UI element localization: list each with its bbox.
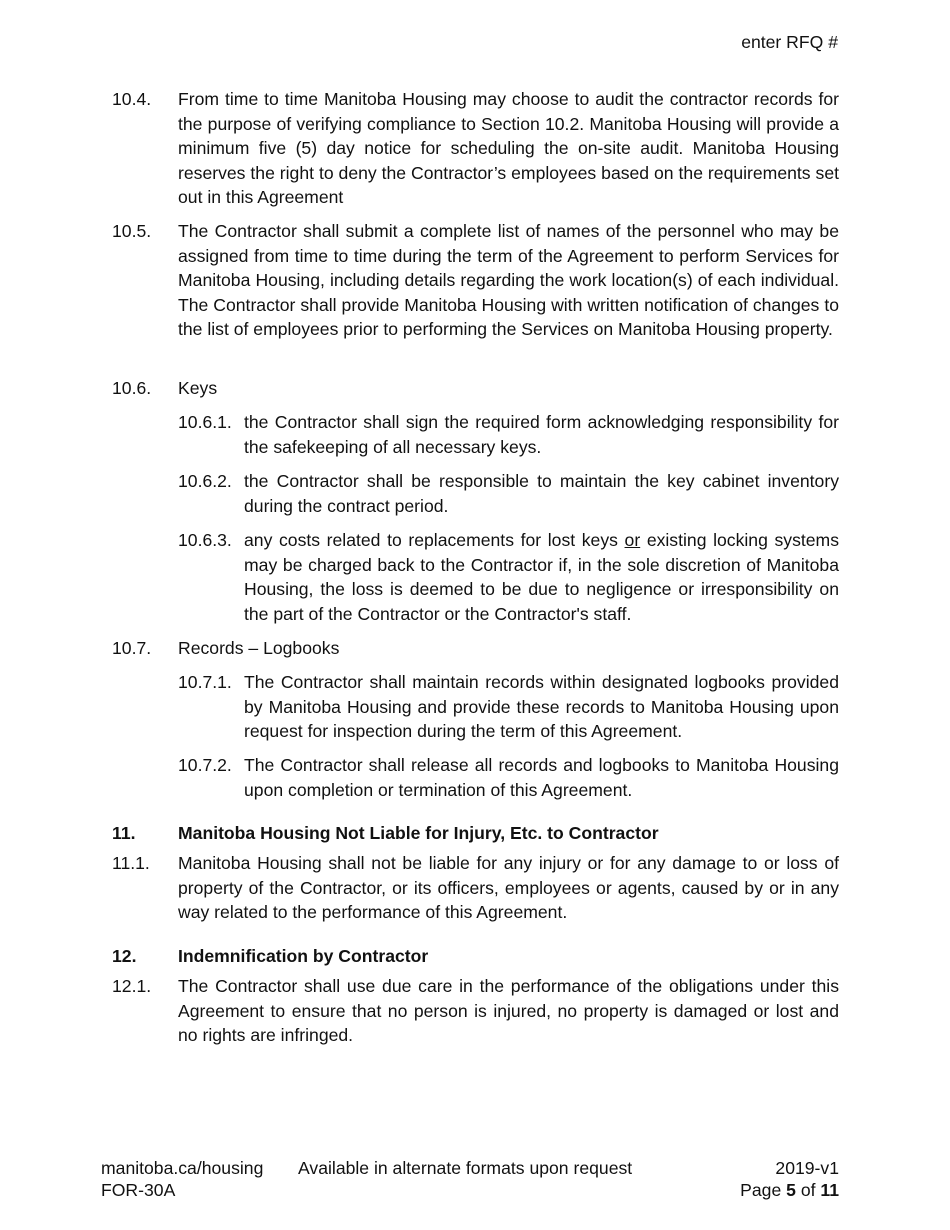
footer-version: 2019-v1 xyxy=(775,1158,839,1178)
subsection-number: 10.7.1. xyxy=(178,672,232,692)
heading-number: 12. xyxy=(112,946,137,966)
section-11-1 xyxy=(112,851,839,925)
section-10-7-2 xyxy=(178,753,839,802)
section-10-7 xyxy=(112,636,839,661)
page-total: 11 xyxy=(820,1180,839,1200)
footer-alternate-formats: Available in alternate formats upon request xyxy=(298,1158,633,1178)
subsection-text: The Contractor shall release all records and logbooks to Manitoba Housing upon completion or termination of this Agreement. xyxy=(244,755,839,800)
subsection-text: the Contractor shall be responsible to maintain the key cabinet inventory during the contract period. xyxy=(244,471,839,516)
section-10-6-1 xyxy=(178,410,839,459)
section-10-4 xyxy=(112,87,839,210)
section-12-heading xyxy=(112,944,839,969)
heading-text: Manitoba Housing Not Liable for Injury, Etc. to Contractor xyxy=(178,823,659,843)
section-10-6-2 xyxy=(178,469,839,518)
section-12-1 xyxy=(112,974,839,1048)
heading-text: Indemnification by Contractor xyxy=(178,946,429,966)
page-number xyxy=(740,1179,839,1201)
page-current: 5 xyxy=(786,1180,796,1200)
text-part-a: any costs related to replacements for lost keys xyxy=(244,530,625,550)
footer-form-id: FOR-30A xyxy=(101,1180,176,1200)
section-number: 11.1. xyxy=(112,853,150,873)
section-number: 12.1. xyxy=(112,976,152,996)
subsection-text: The Contractor shall maintain records within designated logbooks provided by Manitoba Housing and provide these records to Manitoba Housing upon request for inspection during the term of this Agreement. xyxy=(244,672,839,741)
subsection-text: the Contractor shall sign the required form acknowledging responsibility for the safekeeping of all necessary keys. xyxy=(244,412,839,457)
section-10-6-3 xyxy=(178,528,839,626)
subsection-number: 10.6.2. xyxy=(178,471,232,491)
section-text: From time to time Manitoba Housing may choose to audit the contractor records for the purpose of verifying compliance to Section 10.2. Manitoba Housing will provide a minimum five (5) day notice for scheduling the on-site audit. Manitoba Housing reserves the right to deny the Contractor’s employees based on the requirements set out in this Agreement xyxy=(178,89,839,207)
subsection-number: 10.6.1. xyxy=(178,412,232,432)
section-text: Manitoba Housing shall not be liable for any injury or for any damage to or loss of property of the Contractor, or its officers, employees or agents, caused by or in any way related to the performance of this Agreement. xyxy=(178,853,839,922)
section-number: 10.5. xyxy=(112,221,152,241)
section-text: Records – Logbooks xyxy=(178,638,340,658)
section-text: The Contractor shall use due care in the performance of the obligations under this Agreement to ensure that no person is injured, no property is damaged or lost and no rights are infringed. xyxy=(178,976,839,1045)
text-part-b: existing locking systems may be charged back to the Contractor if, in the sole discretion of Manitoba Housing, the loss is deemed to be due to negligence or irresponsibility on the part of the Contractor or the Contractor's staff. xyxy=(244,530,839,624)
subsection-number: 10.6.3. xyxy=(178,530,232,550)
section-number: 10.7. xyxy=(112,638,152,658)
section-11-heading xyxy=(112,821,839,846)
page-footer xyxy=(101,1157,839,1201)
footer-website: manitoba.ca/housing xyxy=(101,1158,264,1178)
section-10-7-1 xyxy=(178,670,839,744)
subsection-number: 10.7.2. xyxy=(178,755,232,775)
underlined-or: or xyxy=(624,530,641,550)
rfq-header: enter RFQ # xyxy=(741,32,838,52)
section-10-5 xyxy=(112,219,839,342)
section-text: The Contractor shall submit a complete list of names of the personnel who may be assigned from time to time during the term of the Agreement to perform Services for Manitoba Housing, including details regarding the work location(s) of each individual. The Contractor shall provide Manitoba Housing with written notification of changes to the list of employees prior to performing the Services on Manitoba Housing property. xyxy=(178,221,839,339)
page-word: Page xyxy=(740,1180,782,1200)
page-of-word: of xyxy=(800,1180,816,1200)
section-number: 10.6. xyxy=(112,378,152,398)
section-text: Keys xyxy=(178,378,218,398)
section-number: 10.4. xyxy=(112,89,152,109)
section-10-6 xyxy=(112,376,839,401)
heading-number: 11. xyxy=(112,823,136,843)
subsection-text xyxy=(244,528,839,626)
